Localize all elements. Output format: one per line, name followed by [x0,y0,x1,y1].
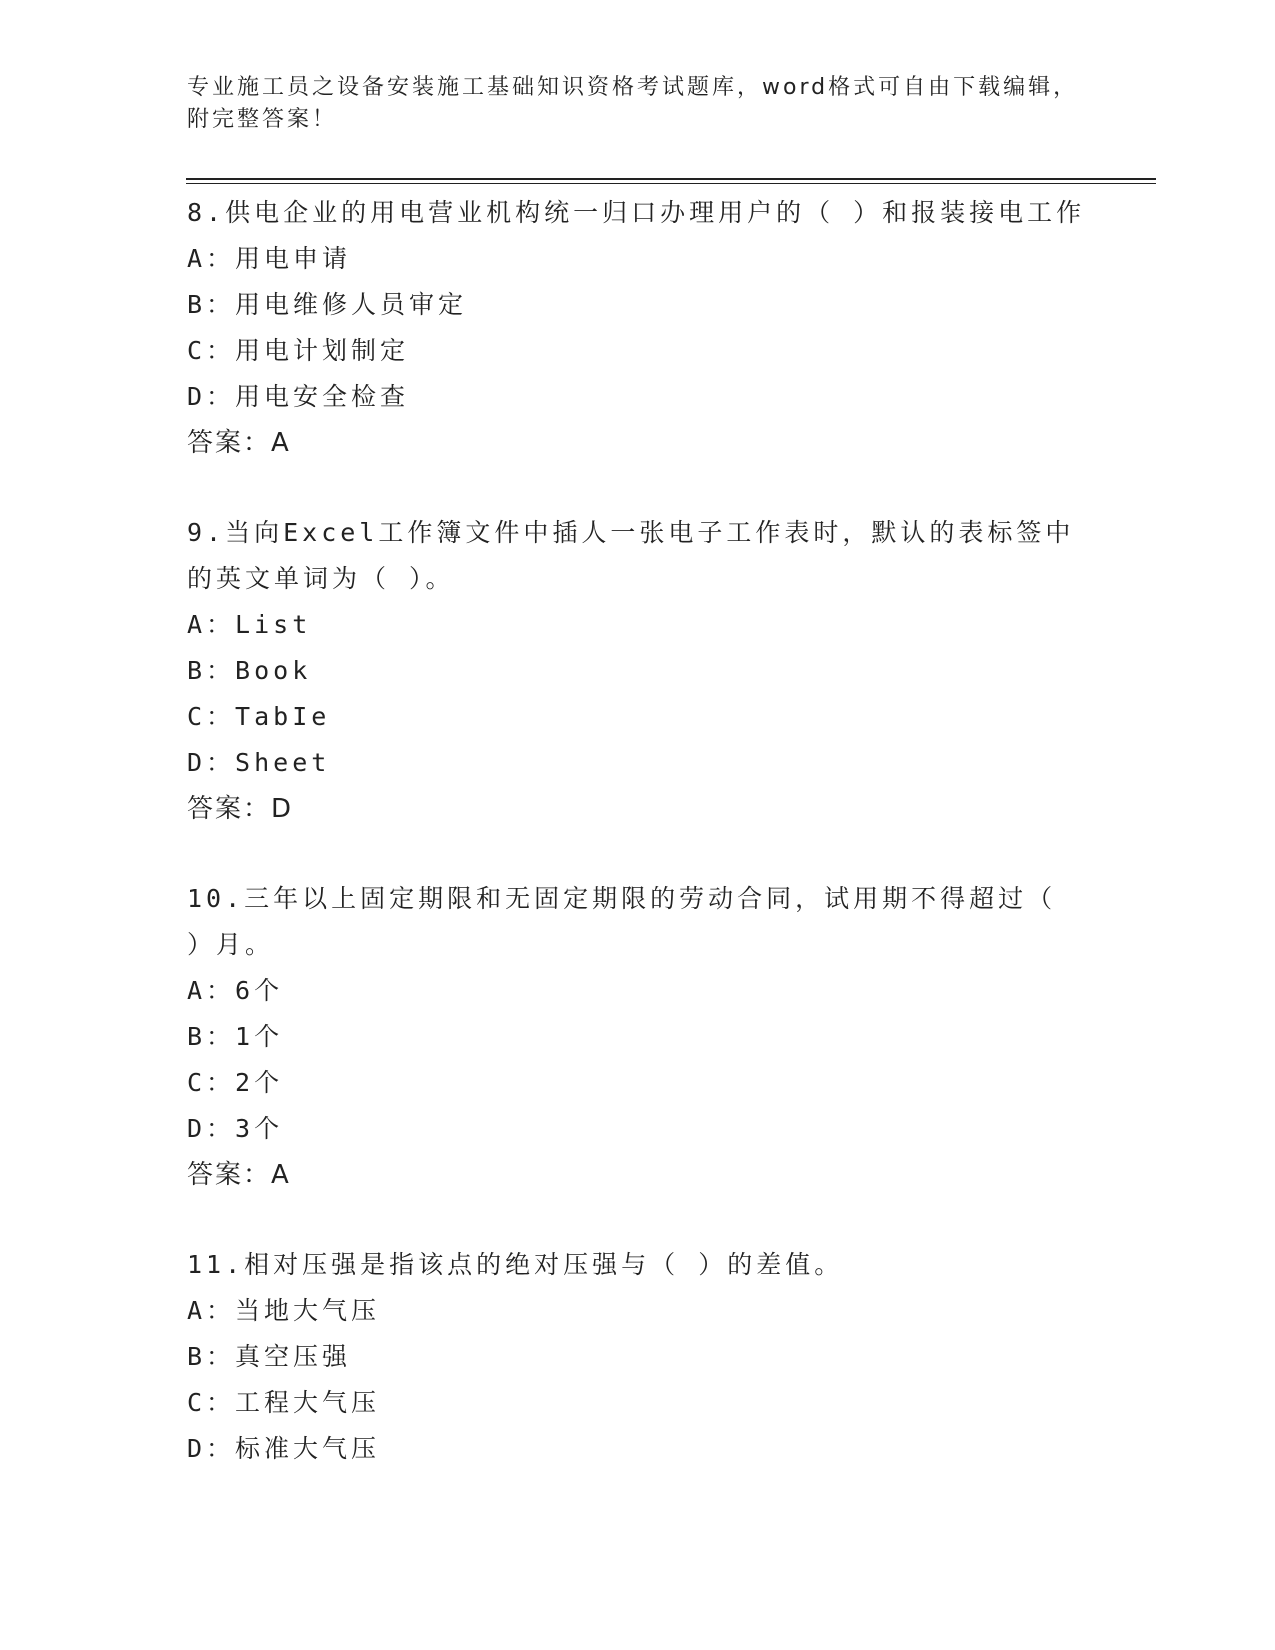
option-b: B：1个 [187,1022,284,1051]
option-b: B：Book [187,656,312,685]
option-c: C：TabIe [187,702,331,731]
option-a: A：用电申请 [187,244,352,273]
question-text-line-2: ）月。 [187,930,275,959]
option-b: B：用电维修人员审定 [187,290,468,319]
question-text: 8.供电企业的用电营业机构统一归口办理用户的（ ）和报装接电工作 [187,198,1086,227]
answer: 答案：A [187,428,291,458]
question-text-line-1: 10.三年以上固定期限和无固定期限的劳动合同，试用期不得超过（ [187,884,1057,913]
header-divider-thick [186,178,1156,180]
option-c: C：2个 [187,1068,284,1097]
option-d: D：Sheet [187,748,331,777]
question-text: 11.相对压强是指该点的绝对压强与（ ）的差值。 [187,1250,844,1279]
option-d: D：标准大气压 [187,1434,381,1463]
option-a: A：List [187,610,312,639]
header-line-2: 附完整答案！ [187,107,338,132]
option-a: A：当地大气压 [187,1296,381,1325]
option-d: D：用电安全检查 [187,382,410,411]
question-10 [187,876,1107,1198]
question-9 [187,510,1107,832]
question-8 [187,190,1107,466]
question-list [187,190,1107,1516]
answer: 答案：A [187,1160,291,1190]
option-d: D：3个 [187,1114,284,1143]
option-b: B：真空压强 [187,1342,352,1371]
option-c: C：工程大气压 [187,1388,381,1417]
header-line-1: 专业施工员之设备安装施工基础知识资格考试题库，word格式可自由下载编辑， [187,75,1079,100]
option-c: C：用电计划制定 [187,336,410,365]
document-header [187,72,1087,136]
option-a: A：6个 [187,976,284,1005]
question-11 [187,1242,1107,1472]
question-text-line-1: 9.当向Excel工作簿文件中插人一张电子工作表时，默认的表标签中 [187,518,1075,547]
answer: 答案：D [187,794,294,824]
question-text-line-2: 的英文单词为（ ）。 [187,564,455,593]
header-divider-thin [186,183,1156,184]
